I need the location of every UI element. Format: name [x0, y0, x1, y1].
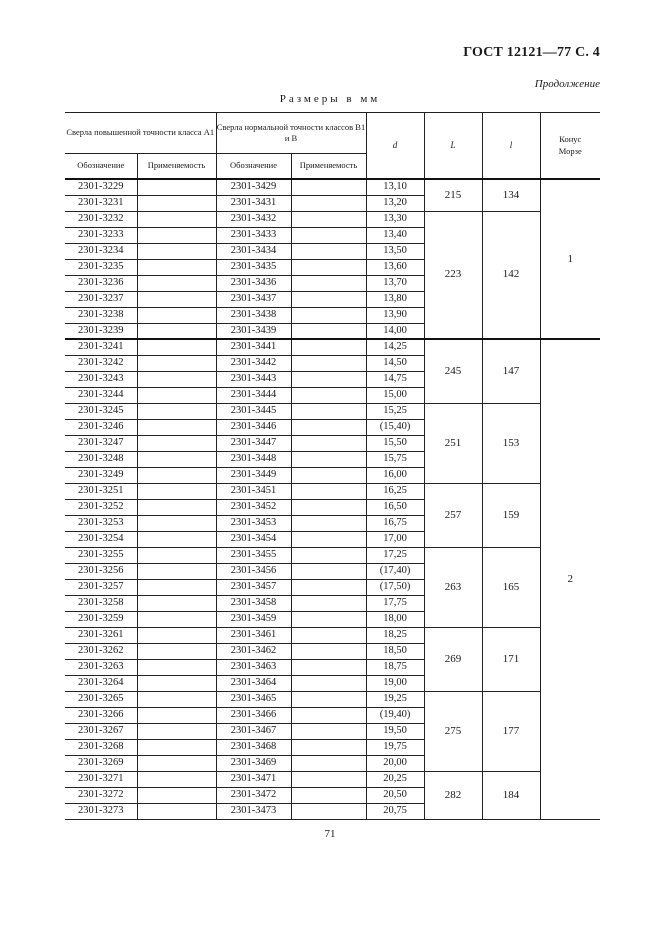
- a1-applicability: [137, 307, 216, 323]
- b-applicability: [291, 579, 366, 595]
- a1-applicability: [137, 611, 216, 627]
- b-applicability: [291, 387, 366, 403]
- diameter-d: 14,50: [366, 355, 424, 371]
- b-designation: 2301-3466: [216, 707, 291, 723]
- b-designation: 2301-3443: [216, 371, 291, 387]
- table-row: [65, 483, 600, 499]
- diameter-d: 14,75: [366, 371, 424, 387]
- morse-cone-value: 1: [540, 179, 600, 339]
- b-applicability: [291, 339, 366, 355]
- b-applicability: [291, 211, 366, 227]
- overall-length-L: 215: [424, 179, 482, 211]
- a1-designation: 2301-3255: [65, 547, 137, 563]
- b-applicability: [291, 227, 366, 243]
- a1-designation: 2301-3253: [65, 515, 137, 531]
- a1-applicability: [137, 291, 216, 307]
- a1-applicability: [137, 227, 216, 243]
- a1-applicability: [137, 275, 216, 291]
- diameter-d: 15,00: [366, 387, 424, 403]
- diameter-d: (15,40): [366, 419, 424, 435]
- a1-designation: 2301-3242: [65, 355, 137, 371]
- b-designation: 2301-3459: [216, 611, 291, 627]
- header-b-designation: Обозначение: [216, 154, 291, 180]
- b-applicability: [291, 739, 366, 755]
- b-designation: 2301-3434: [216, 243, 291, 259]
- a1-applicability: [137, 579, 216, 595]
- b-applicability: [291, 467, 366, 483]
- diameter-d: 13,80: [366, 291, 424, 307]
- b-designation: 2301-3438: [216, 307, 291, 323]
- flute-length-l: 147: [482, 339, 540, 403]
- b-designation: 2301-3473: [216, 803, 291, 819]
- b-designation: 2301-3435: [216, 259, 291, 275]
- a1-designation: 2301-3245: [65, 403, 137, 419]
- b-applicability: [291, 483, 366, 499]
- table-body: [65, 179, 600, 819]
- b-designation: 2301-3454: [216, 531, 291, 547]
- a1-applicability: [137, 659, 216, 675]
- diameter-d: 14,00: [366, 323, 424, 339]
- diameter-d: 18,25: [366, 627, 424, 643]
- a1-designation: 2301-3254: [65, 531, 137, 547]
- a1-applicability: [137, 627, 216, 643]
- b-designation: 2301-3448: [216, 451, 291, 467]
- table-row: [65, 403, 600, 419]
- b-designation: 2301-3461: [216, 627, 291, 643]
- a1-designation: 2301-3249: [65, 467, 137, 483]
- a1-applicability: [137, 771, 216, 787]
- a1-applicability: [137, 643, 216, 659]
- a1-designation: 2301-3268: [65, 739, 137, 755]
- a1-applicability: [137, 323, 216, 339]
- diameter-d: 14,25: [366, 339, 424, 355]
- b-applicability: [291, 195, 366, 211]
- header-b-applicability: Применяемость: [291, 154, 366, 180]
- a1-designation: 2301-3262: [65, 643, 137, 659]
- table-row: [65, 547, 600, 563]
- b-designation: 2301-3471: [216, 771, 291, 787]
- b-designation: 2301-3437: [216, 291, 291, 307]
- b-designation: 2301-3464: [216, 675, 291, 691]
- header-a1-applicability: Применяемость: [137, 154, 216, 180]
- a1-designation: 2301-3231: [65, 195, 137, 211]
- a1-applicability: [137, 531, 216, 547]
- a1-designation: 2301-3238: [65, 307, 137, 323]
- b-designation: 2301-3451: [216, 483, 291, 499]
- diameter-d: 13,10: [366, 179, 424, 195]
- overall-length-L: 269: [424, 627, 482, 691]
- drill-designation-table: [65, 112, 600, 820]
- a1-applicability: [137, 419, 216, 435]
- diameter-d: (17,50): [366, 579, 424, 595]
- flute-length-l: 177: [482, 691, 540, 771]
- diameter-d: 16,00: [366, 467, 424, 483]
- header-d: d: [366, 113, 424, 180]
- b-designation: 2301-3432: [216, 211, 291, 227]
- diameter-d: 13,50: [366, 243, 424, 259]
- b-designation: 2301-3456: [216, 563, 291, 579]
- b-applicability: [291, 371, 366, 387]
- b-designation: 2301-3455: [216, 547, 291, 563]
- a1-designation: 2301-3247: [65, 435, 137, 451]
- a1-designation: 2301-3229: [65, 179, 137, 195]
- a1-designation: 2301-3239: [65, 323, 137, 339]
- diameter-d: 13,30: [366, 211, 424, 227]
- a1-designation: 2301-3248: [65, 451, 137, 467]
- diameter-d: 16,75: [366, 515, 424, 531]
- diameter-d: 19,50: [366, 723, 424, 739]
- diameter-d: 16,50: [366, 499, 424, 515]
- b-applicability: [291, 755, 366, 771]
- flute-length-l: 171: [482, 627, 540, 691]
- a1-designation: 2301-3257: [65, 579, 137, 595]
- a1-designation: 2301-3237: [65, 291, 137, 307]
- diameter-d: 18,75: [366, 659, 424, 675]
- header-a1-designation: Обозначение: [65, 154, 137, 180]
- a1-applicability: [137, 547, 216, 563]
- b-applicability: [291, 787, 366, 803]
- b-designation: 2301-3452: [216, 499, 291, 515]
- b-applicability: [291, 595, 366, 611]
- diameter-d: 18,50: [366, 643, 424, 659]
- a1-designation: 2301-3246: [65, 419, 137, 435]
- overall-length-L: 275: [424, 691, 482, 771]
- a1-designation: 2301-3269: [65, 755, 137, 771]
- a1-applicability: [137, 755, 216, 771]
- b-applicability: [291, 419, 366, 435]
- overall-length-L: 257: [424, 483, 482, 547]
- diameter-d: 13,60: [366, 259, 424, 275]
- a1-designation: 2301-3252: [65, 499, 137, 515]
- b-applicability: [291, 643, 366, 659]
- a1-designation: 2301-3233: [65, 227, 137, 243]
- flute-length-l: 165: [482, 547, 540, 627]
- a1-applicability: [137, 387, 216, 403]
- a1-applicability: [137, 211, 216, 227]
- overall-length-L: 282: [424, 771, 482, 819]
- diameter-d: 20,00: [366, 755, 424, 771]
- b-designation: 2301-3469: [216, 755, 291, 771]
- morse-cone-value: 2: [540, 339, 600, 819]
- b-applicability: [291, 627, 366, 643]
- b-designation: 2301-3465: [216, 691, 291, 707]
- a1-designation: 2301-3236: [65, 275, 137, 291]
- diameter-d: 19,25: [366, 691, 424, 707]
- continuation-label: Продолжение: [534, 78, 600, 90]
- flute-length-l: 159: [482, 483, 540, 547]
- a1-designation: 2301-3241: [65, 339, 137, 355]
- a1-applicability: [137, 355, 216, 371]
- document-header: ГОСТ 12121—77 С. 4: [463, 45, 600, 60]
- a1-designation: 2301-3267: [65, 723, 137, 739]
- b-applicability: [291, 803, 366, 819]
- b-applicability: [291, 403, 366, 419]
- diameter-d: 19,75: [366, 739, 424, 755]
- flute-length-l: 184: [482, 771, 540, 819]
- b-designation: 2301-3463: [216, 659, 291, 675]
- b-applicability: [291, 707, 366, 723]
- table-row: [65, 691, 600, 707]
- diameter-d: 17,25: [366, 547, 424, 563]
- table-row: [65, 771, 600, 787]
- b-applicability: [291, 499, 366, 515]
- b-applicability: [291, 771, 366, 787]
- b-designation: 2301-3462: [216, 643, 291, 659]
- a1-applicability: [137, 259, 216, 275]
- b-designation: 2301-3442: [216, 355, 291, 371]
- b-applicability: [291, 547, 366, 563]
- a1-applicability: [137, 339, 216, 355]
- b-applicability: [291, 307, 366, 323]
- a1-designation: 2301-3273: [65, 803, 137, 819]
- a1-applicability: [137, 787, 216, 803]
- a1-applicability: [137, 371, 216, 387]
- page-number: 71: [324, 828, 336, 840]
- a1-applicability: [137, 467, 216, 483]
- a1-designation: 2301-3243: [65, 371, 137, 387]
- diameter-d: 15,50: [366, 435, 424, 451]
- b-designation: 2301-3433: [216, 227, 291, 243]
- a1-designation: 2301-3264: [65, 675, 137, 691]
- a1-designation: 2301-3265: [65, 691, 137, 707]
- diameter-d: 17,75: [366, 595, 424, 611]
- b-applicability: [291, 179, 366, 195]
- a1-designation: 2301-3256: [65, 563, 137, 579]
- header-l: l: [482, 113, 540, 180]
- a1-applicability: [137, 451, 216, 467]
- b-applicability: [291, 691, 366, 707]
- b-designation: 2301-3429: [216, 179, 291, 195]
- diameter-d: 20,50: [366, 787, 424, 803]
- b-applicability: [291, 259, 366, 275]
- a1-designation: 2301-3266: [65, 707, 137, 723]
- a1-applicability: [137, 483, 216, 499]
- b-designation: 2301-3431: [216, 195, 291, 211]
- a1-designation: 2301-3261: [65, 627, 137, 643]
- a1-applicability: [137, 563, 216, 579]
- b-applicability: [291, 723, 366, 739]
- diameter-d: 16,25: [366, 483, 424, 499]
- header-morse-cone: Конус Морзе: [540, 113, 600, 180]
- header-L: L: [424, 113, 482, 180]
- b-applicability: [291, 515, 366, 531]
- a1-designation: 2301-3235: [65, 259, 137, 275]
- a1-designation: 2301-3271: [65, 771, 137, 787]
- a1-designation: 2301-3234: [65, 243, 137, 259]
- overall-length-L: 245: [424, 339, 482, 403]
- b-designation: 2301-3458: [216, 595, 291, 611]
- b-applicability: [291, 435, 366, 451]
- a1-applicability: [137, 515, 216, 531]
- table-row: [65, 211, 600, 227]
- overall-length-L: 263: [424, 547, 482, 627]
- table-row: [65, 339, 600, 355]
- diameter-d: 13,20: [366, 195, 424, 211]
- a1-designation: 2301-3272: [65, 787, 137, 803]
- overall-length-L: 251: [424, 403, 482, 483]
- b-applicability: [291, 563, 366, 579]
- b-applicability: [291, 355, 366, 371]
- b-designation: 2301-3447: [216, 435, 291, 451]
- a1-applicability: [137, 435, 216, 451]
- b-applicability: [291, 531, 366, 547]
- b-applicability: [291, 275, 366, 291]
- b-designation: 2301-3441: [216, 339, 291, 355]
- b-applicability: [291, 675, 366, 691]
- diameter-d: 19,00: [366, 675, 424, 691]
- a1-designation: 2301-3251: [65, 483, 137, 499]
- a1-designation: 2301-3232: [65, 211, 137, 227]
- diameter-d: 13,70: [366, 275, 424, 291]
- diameter-d: 13,90: [366, 307, 424, 323]
- b-designation: 2301-3457: [216, 579, 291, 595]
- a1-applicability: [137, 179, 216, 195]
- diameter-d: (17,40): [366, 563, 424, 579]
- a1-applicability: [137, 499, 216, 515]
- flute-length-l: 153: [482, 403, 540, 483]
- b-designation: 2301-3449: [216, 467, 291, 483]
- b-applicability: [291, 243, 366, 259]
- a1-applicability: [137, 243, 216, 259]
- b-designation: 2301-3468: [216, 739, 291, 755]
- diameter-d: 13,40: [366, 227, 424, 243]
- a1-applicability: [137, 595, 216, 611]
- b-applicability: [291, 611, 366, 627]
- b-applicability: [291, 451, 366, 467]
- a1-applicability: [137, 803, 216, 819]
- a1-applicability: [137, 691, 216, 707]
- diameter-d: 18,00: [366, 611, 424, 627]
- diameter-d: 17,00: [366, 531, 424, 547]
- header-group-a1: Сверла повышенной точности класса А1: [65, 113, 216, 154]
- a1-designation: 2301-3244: [65, 387, 137, 403]
- table-row: [65, 627, 600, 643]
- b-designation: 2301-3467: [216, 723, 291, 739]
- b-designation: 2301-3445: [216, 403, 291, 419]
- a1-designation: 2301-3258: [65, 595, 137, 611]
- diameter-d: 20,25: [366, 771, 424, 787]
- diameter-d: (19,40): [366, 707, 424, 723]
- diameter-d: 20,75: [366, 803, 424, 819]
- a1-designation: 2301-3259: [65, 611, 137, 627]
- b-designation: 2301-3444: [216, 387, 291, 403]
- flute-length-l: 142: [482, 211, 540, 339]
- table-row: [65, 179, 600, 195]
- a1-applicability: [137, 403, 216, 419]
- b-designation: 2301-3436: [216, 275, 291, 291]
- b-applicability: [291, 291, 366, 307]
- b-applicability: [291, 659, 366, 675]
- b-designation: 2301-3439: [216, 323, 291, 339]
- a1-applicability: [137, 195, 216, 211]
- a1-applicability: [137, 739, 216, 755]
- diameter-d: 15,25: [366, 403, 424, 419]
- flute-length-l: 134: [482, 179, 540, 211]
- diameter-d: 15,75: [366, 451, 424, 467]
- overall-length-L: 223: [424, 211, 482, 339]
- b-designation: 2301-3446: [216, 419, 291, 435]
- b-applicability: [291, 323, 366, 339]
- a1-applicability: [137, 707, 216, 723]
- a1-applicability: [137, 675, 216, 691]
- dimensions-note: Размеры в мм: [279, 93, 381, 105]
- a1-designation: 2301-3263: [65, 659, 137, 675]
- a1-applicability: [137, 723, 216, 739]
- b-designation: 2301-3472: [216, 787, 291, 803]
- header-group-b: Сверла нормальной точности классов В1 и В: [216, 113, 366, 154]
- b-designation: 2301-3453: [216, 515, 291, 531]
